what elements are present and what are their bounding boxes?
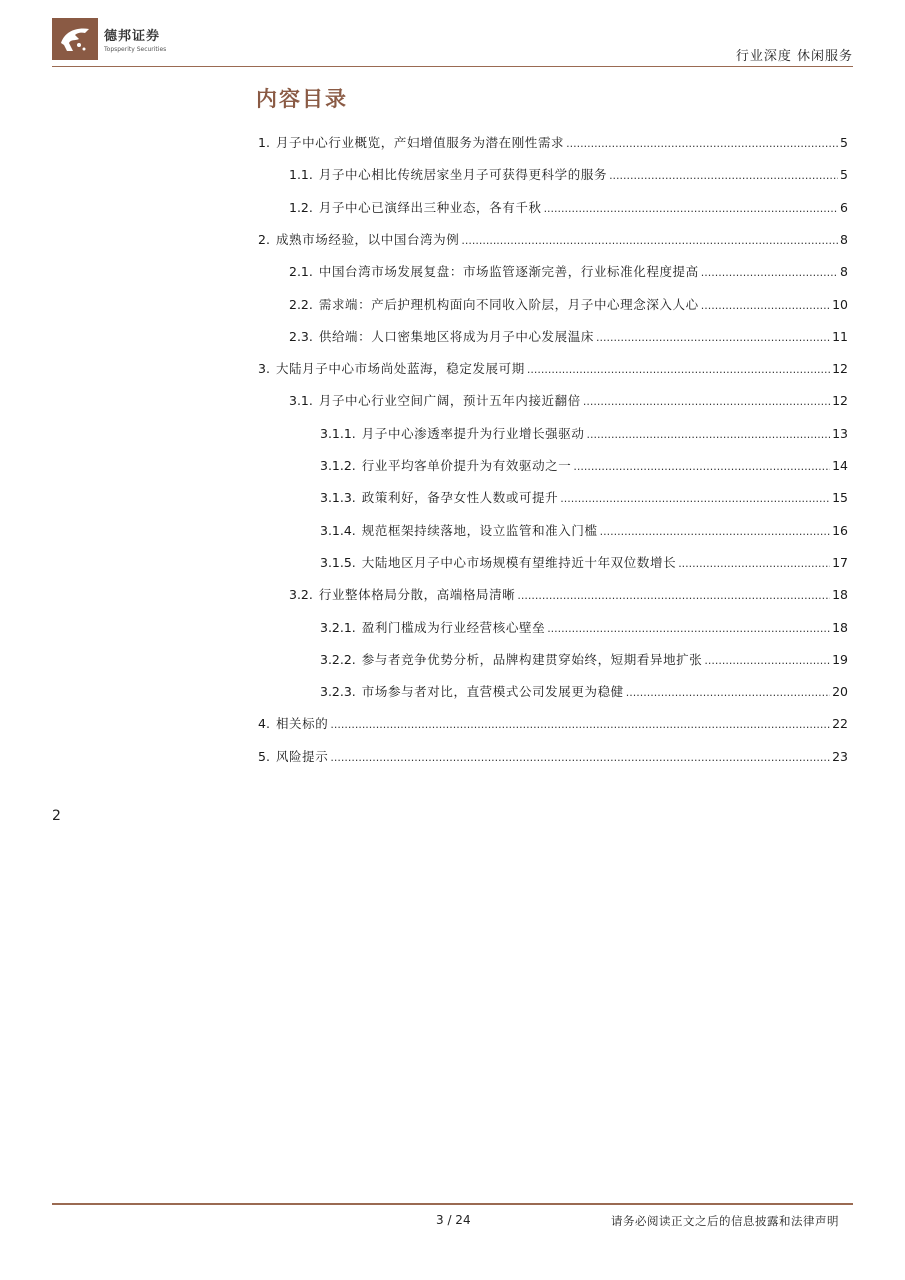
toc-entry-number: 3.2.1. <box>320 619 356 635</box>
toc-entry[interactable] <box>258 714 848 734</box>
toc-entry[interactable] <box>320 424 848 444</box>
toc-entry[interactable] <box>289 585 848 605</box>
toc-entry-number: 1.2. <box>289 199 313 215</box>
legal-disclaimer: 请务必阅读正文之后的信息披露和法律声明 <box>611 1214 839 1228</box>
toc-entry-number: 1.1. <box>289 167 313 183</box>
toc-entry-title: 供给端：人口密集地区将成为月子中心发展温床 <box>318 328 594 344</box>
toc-entry-page: 23 <box>832 748 848 764</box>
toc-entry-title: 盈利门槛成为行业经营核心壁垒 <box>361 619 546 635</box>
toc-entry[interactable] <box>320 650 848 670</box>
toc-entry-number: 3.1.4. <box>320 522 356 538</box>
toc-entry-number: 3.1. <box>289 393 313 409</box>
toc-entry-title: 月子中心行业概览，产妇增值服务为潜在刚性需求 <box>275 135 565 150</box>
toc-entry[interactable] <box>320 521 848 541</box>
toc-entry-page: 13 <box>832 425 848 441</box>
toc-entry-number: 3.2. <box>289 587 313 603</box>
toc-entry-number: 3.2.3. <box>320 684 356 700</box>
toc-dot-leader <box>547 622 830 635</box>
toc-entry-title: 行业整体格局分散，高端格局清晰 <box>318 587 516 603</box>
toc-entry[interactable] <box>320 618 848 638</box>
toc-entry-page: 8 <box>840 231 848 247</box>
toc-dot-leader <box>596 331 830 344</box>
toc-dot-leader <box>517 589 830 602</box>
toc-entry-title: 月子中心行业空间广阔，预计五年内接近翻倍 <box>318 393 581 409</box>
bull-logo-icon <box>52 18 98 60</box>
logo-name-en: Topsperity Securities <box>104 46 167 53</box>
toc-entry-title: 市场参与者对比，直营模式公司发展更为稳健 <box>361 684 624 700</box>
toc-entry-title: 月子中心已演绎出三种业态，各有千秋 <box>318 199 542 215</box>
toc-entry-page: 11 <box>832 328 848 344</box>
toc-dot-leader <box>609 169 838 182</box>
toc-entry[interactable] <box>289 327 848 347</box>
toc-entry-title: 月子中心渗透率提升为行业增长强驱动 <box>361 425 585 441</box>
toc-entry-page: 15 <box>832 490 848 506</box>
toc-entry[interactable] <box>289 165 848 185</box>
toc-dot-leader <box>527 363 830 376</box>
toc-entry-page: 18 <box>832 587 848 603</box>
toc-dot-leader <box>573 460 830 473</box>
toc-entry-page: 14 <box>832 458 848 473</box>
toc-entry-page: 12 <box>832 393 848 409</box>
toc-entry-number: 5. <box>258 748 270 764</box>
toc-entry[interactable] <box>289 262 848 282</box>
toc-entry-title: 成熟市场经验，以中国台湾为例 <box>275 231 460 247</box>
toc-entry-page: 20 <box>832 684 848 700</box>
toc-entry-number: 4. <box>258 716 270 732</box>
toc-entry-number: 2.1. <box>289 264 313 280</box>
toc-entry-title: 规范框架持续落地，设立监管和准入门槛 <box>361 522 598 538</box>
toc-entry-page: 10 <box>832 296 848 312</box>
toc-dot-leader <box>544 202 838 215</box>
side-number: 2 <box>52 808 61 824</box>
toc-entry-number: 3.1.3. <box>320 490 356 506</box>
header-divider <box>52 66 853 67</box>
toc-entry[interactable] <box>289 391 848 411</box>
toc-entry[interactable] <box>258 747 848 767</box>
toc-dot-leader <box>678 557 830 570</box>
toc-dot-leader <box>330 751 830 764</box>
toc-entry-page: 19 <box>832 651 848 667</box>
company-logo <box>52 18 166 60</box>
toc-entry-title: 政策利好，备孕女性人数或可提升 <box>361 490 559 506</box>
toc-entry-number: 3.1.1. <box>320 425 356 441</box>
toc-entry[interactable] <box>258 133 848 153</box>
toc-entry-title: 参与者竞争优势分析，品牌构建贯穿始终，短期看异地扩张 <box>361 651 703 667</box>
toc-entry-title: 风险提示 <box>275 748 329 764</box>
footer-divider <box>52 1203 853 1205</box>
toc-entry-number: 3.2.2. <box>320 651 356 667</box>
toc-dot-leader <box>566 137 838 150</box>
toc-entry[interactable] <box>320 682 848 702</box>
toc-entry-number: 2.2. <box>289 296 313 312</box>
toc-entry-page: 5 <box>840 135 848 150</box>
toc-entry[interactable] <box>320 553 848 573</box>
toc-heading: 内容目录 <box>256 87 348 111</box>
toc-dot-leader <box>600 525 831 538</box>
toc-entry-page: 16 <box>832 522 848 538</box>
toc-dot-leader <box>626 686 830 699</box>
toc-dot-leader <box>330 718 830 731</box>
toc-entry-number: 1. <box>258 135 270 150</box>
toc-entry[interactable] <box>258 359 848 379</box>
toc-dot-leader <box>701 299 830 312</box>
toc-dot-leader <box>461 234 838 247</box>
toc-entry-title: 需求端：产后护理机构面向不同收入阶层，月子中心理念深入人心 <box>318 296 699 312</box>
toc-entry-title: 大陆月子中心市场尚处蓝海，稳定发展可期 <box>275 361 525 377</box>
toc-entry-number: 3.1.2. <box>320 458 356 473</box>
page-indicator: 3 / 24 <box>436 1213 471 1227</box>
toc-entry-title: 大陆地区月子中心市场规模有望维持近十年双位数增长 <box>361 554 677 570</box>
toc-entry-page: 12 <box>832 361 848 377</box>
toc-dot-leader <box>704 654 830 667</box>
report-category: 行业深度 休闲服务 <box>735 49 853 64</box>
toc-entry-page: 22 <box>832 716 848 732</box>
toc-entry-page: 18 <box>832 619 848 635</box>
logo-name-cn: 德邦证券 <box>104 29 161 44</box>
toc-entry-number: 3. <box>258 361 270 377</box>
toc-entry-page: 5 <box>840 167 848 183</box>
toc-entry[interactable] <box>289 295 848 315</box>
toc-dot-leader <box>701 266 838 279</box>
toc-dot-leader <box>586 428 830 441</box>
toc-entry[interactable] <box>320 488 848 508</box>
toc-entry-number: 2.3. <box>289 328 313 344</box>
toc-entry-title: 相关标的 <box>275 716 329 732</box>
toc-entry[interactable] <box>258 230 848 250</box>
toc-entry-title: 中国台湾市场发展复盘：市场监管逐渐完善，行业标准化程度提高 <box>318 264 699 280</box>
toc-entry-page: 8 <box>840 264 848 280</box>
toc-entry-page: 17 <box>832 554 848 570</box>
toc-entry-page: 6 <box>840 199 848 215</box>
toc-entry-title: 月子中心相比传统居家坐月子可获得更科学的服务 <box>318 167 608 183</box>
toc-entry-number: 2. <box>258 231 270 247</box>
toc-entry[interactable] <box>289 198 848 218</box>
toc-dot-leader <box>560 492 830 505</box>
toc-entry[interactable] <box>320 456 848 476</box>
logo-text <box>104 25 166 53</box>
toc-entry-number: 3.1.5. <box>320 554 356 570</box>
toc-entry-title: 行业平均客单价提升为有效驱动之一 <box>361 458 572 473</box>
toc-dot-leader <box>583 395 830 408</box>
